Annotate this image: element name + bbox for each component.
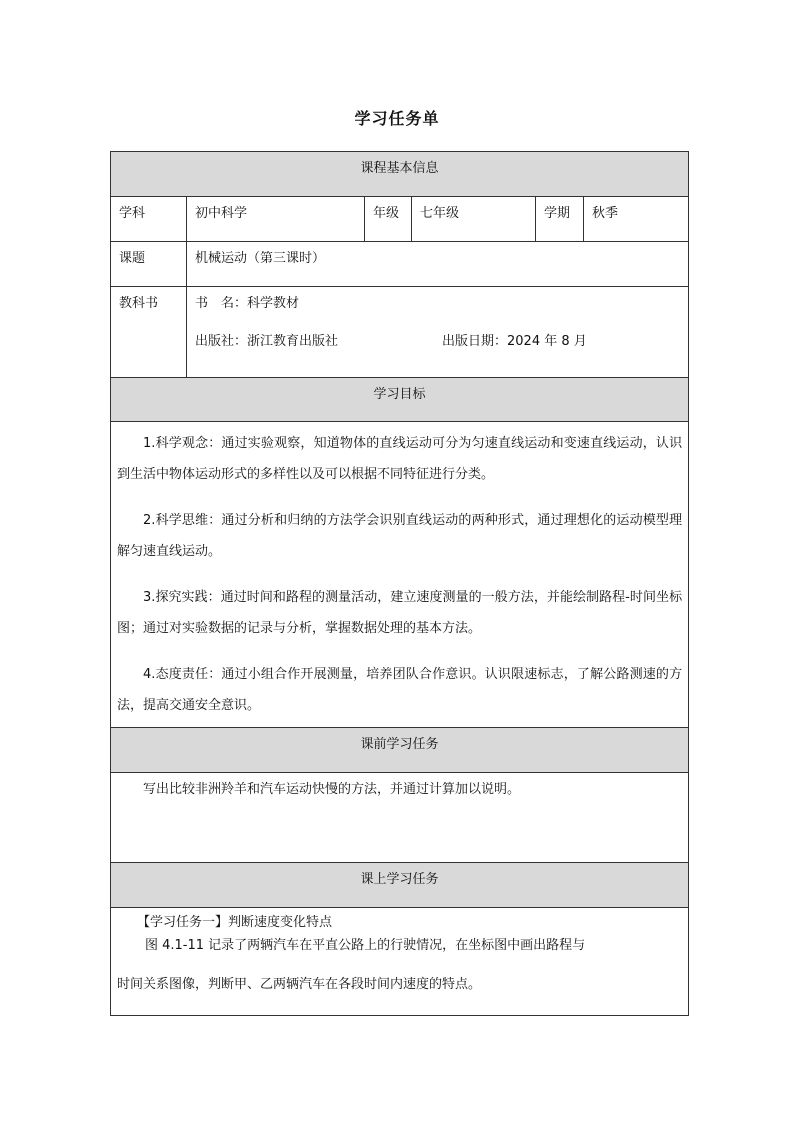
subject-value: 初中科学 xyxy=(187,197,365,242)
objective-item: 1.科学观念：通过实验观察，知道物体的直线运动可分为匀速直线运动和变速直线运动，认识到生活中物体运动形式的多样性以及可以根据不同特征进行分类。 xyxy=(117,436,683,482)
term-label: 学期 xyxy=(536,197,584,242)
topic-value: 机械运动（第三课时） xyxy=(187,242,689,287)
task-table xyxy=(110,151,689,1016)
section-header-basic-info: 课程基本信息 xyxy=(111,152,689,197)
subject-label: 学科 xyxy=(111,197,187,242)
section-header-in-class: 课上学习任务 xyxy=(111,863,689,908)
section-header-objectives: 学习目标 xyxy=(111,378,689,422)
textbook-label: 教科书 xyxy=(111,287,187,378)
topic-label: 课题 xyxy=(111,242,187,287)
book-name: 书 名：科学教材 xyxy=(195,296,300,311)
row-in-class xyxy=(111,908,689,1016)
pre-class-content xyxy=(111,773,689,863)
task-text-line: 时间关系图像，判断甲、乙两辆汽车在各段时间内速度的特点。 xyxy=(117,977,482,992)
publisher-line xyxy=(195,333,688,351)
section-objectives xyxy=(111,378,689,422)
row-objectives xyxy=(111,422,689,728)
section-pre-class xyxy=(111,728,689,773)
objective-item: 3.探究实践：通过时间和路程的测量活动，建立速度测量的一般方法，并能绘制路程-时间坐标图；通过对实验数据的记录与分析，掌握数据处理的基本方法。 xyxy=(117,590,683,636)
in-class-content xyxy=(111,908,689,1016)
term-value: 秋季 xyxy=(584,197,689,242)
row-subject xyxy=(111,197,689,242)
page-title: 学习任务单 xyxy=(354,109,440,128)
grade-value: 七年级 xyxy=(412,197,536,242)
section-basic-info xyxy=(111,152,689,197)
objective-item: 4.态度责任：通过小组合作开展测量，培养团队合作意识。认识限速标志，了解公路测速的方法，提高交通安全意识。 xyxy=(117,667,683,713)
textbook-info xyxy=(187,287,689,378)
task-title: 【学习任务一】判断速度变化特点 xyxy=(137,915,333,930)
objective-item: 2.科学思维：通过分析和归纳的方法学会识别直线运动的两种形式，通过理想化的运动模型理解匀速直线运动。 xyxy=(117,513,683,559)
publisher: 出版社：浙江教育出版社 xyxy=(195,334,339,349)
grade-label: 年级 xyxy=(365,197,412,242)
section-header-pre-class: 课前学习任务 xyxy=(111,728,689,773)
task-text-line: 图 4.1-11 记录了两辆汽车在平直公路上的行驶情况，在坐标图中画出路程与 xyxy=(145,938,586,953)
row-textbook xyxy=(111,287,689,378)
row-pre-class xyxy=(111,773,689,863)
row-topic xyxy=(111,242,689,287)
section-in-class xyxy=(111,863,689,908)
pre-class-text: 写出比较非洲羚羊和汽车运动快慢的方法，并通过计算加以说明。 xyxy=(143,782,521,797)
objectives-content xyxy=(111,422,689,728)
publish-date: 出版日期：2024 年 8 月 xyxy=(442,334,587,349)
